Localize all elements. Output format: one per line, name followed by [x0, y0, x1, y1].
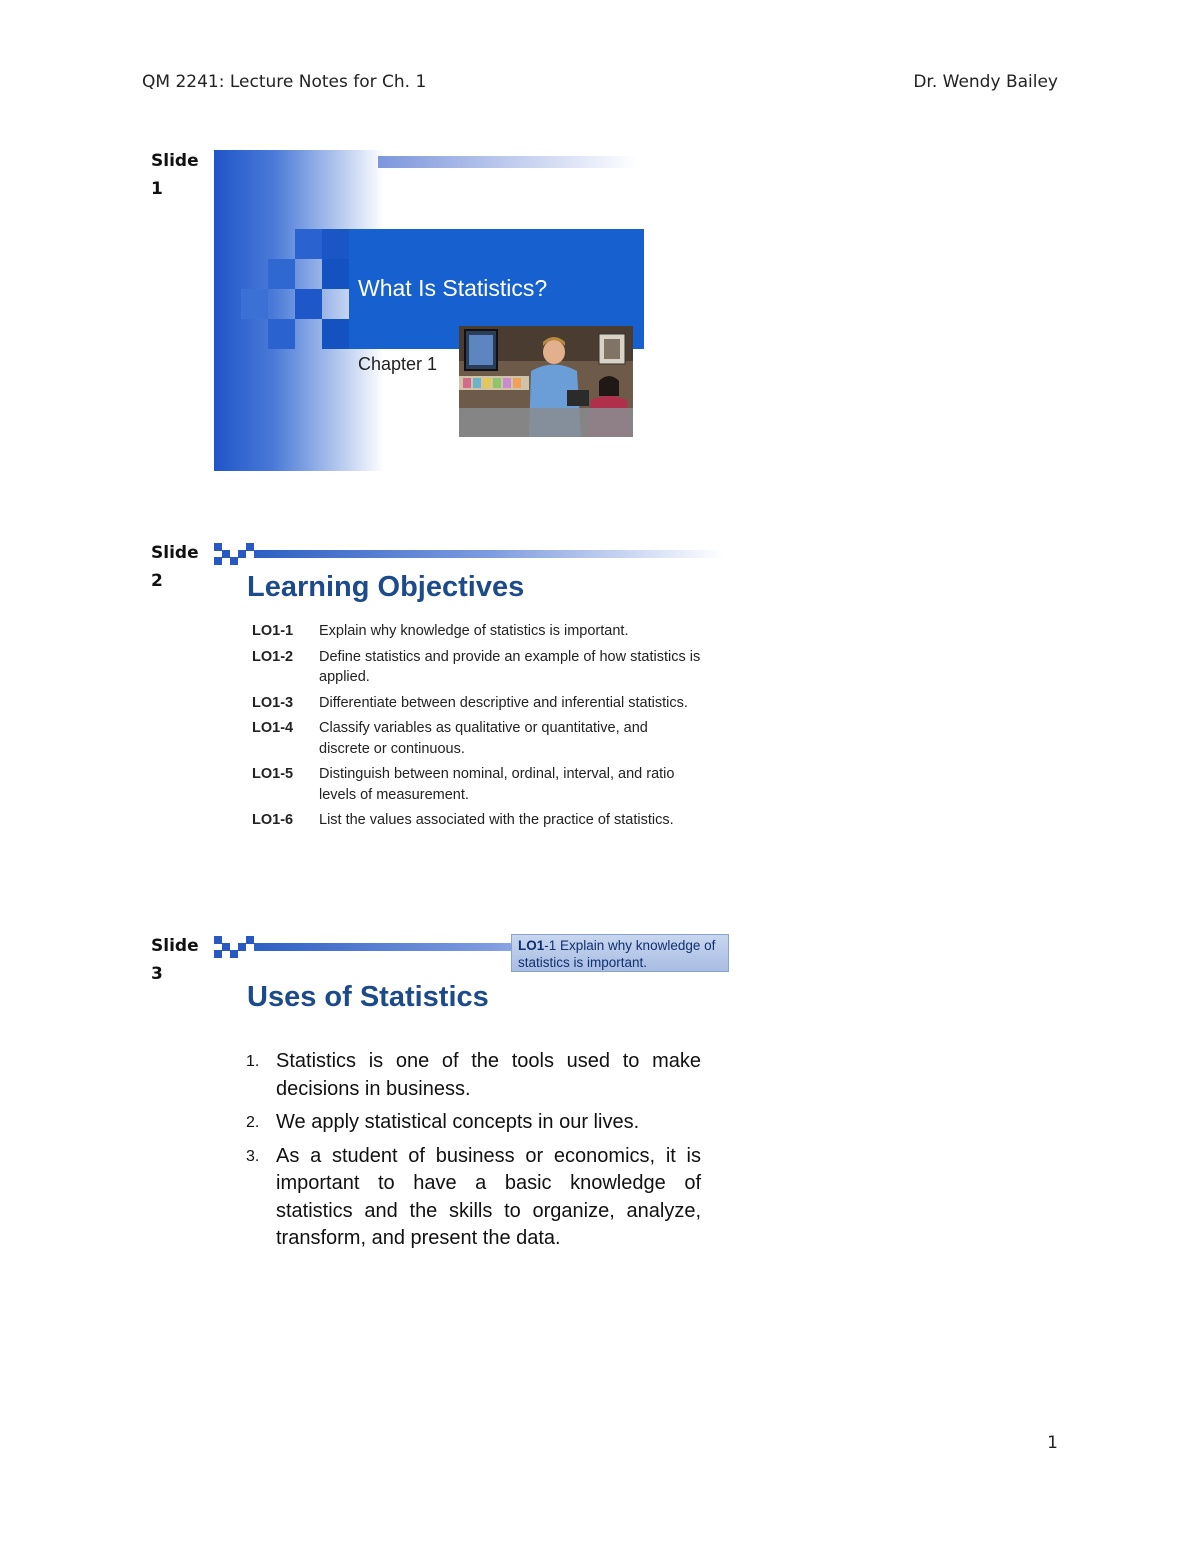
slide-2 — [214, 543, 734, 883]
slide-2-title: Learning Objectives — [247, 571, 525, 603]
decor-square — [322, 259, 349, 289]
learning-objectives-list — [252, 621, 702, 836]
decor-square — [241, 289, 268, 319]
slide-3-label: Slide 3 — [151, 936, 199, 984]
slide-1-top-bar — [378, 156, 638, 168]
list-item — [252, 647, 702, 688]
objective-text: Distinguish between nominal, ordinal, interval, and ratio levels of measurement. — [319, 766, 675, 803]
objective-text: Classify variables as qualitative or quantitative, and discrete or continuous. — [319, 720, 648, 757]
list-item — [252, 764, 702, 805]
course-title: QM 2241: Lecture Notes for Ch. 1 — [142, 72, 427, 92]
objective-code: LO1-1 — [252, 623, 294, 639]
slide-2-label: Slide 2 — [151, 543, 199, 591]
slide-2-header-bar — [214, 543, 724, 565]
objective-text: Explain why knowledge of statistics is important. — [319, 623, 629, 639]
list-item — [246, 1048, 701, 1103]
uses-list — [246, 1048, 701, 1259]
decor-square — [268, 319, 295, 349]
store-photo — [459, 326, 633, 437]
objective-code: LO1-5 — [252, 766, 294, 782]
slide-1-label: Slide 1 — [151, 151, 199, 199]
decor-square — [295, 229, 322, 259]
objective-code: LO1-6 — [252, 812, 294, 828]
item-number: 2. — [246, 1114, 260, 1131]
slide-3-title: Uses of Statistics — [247, 981, 489, 1013]
decor-square — [322, 319, 349, 349]
item-text: Statistics is one of the tools used to make decisions in business. — [276, 1050, 701, 1100]
learning-objective-callout — [511, 934, 729, 972]
list-item — [246, 1143, 701, 1253]
instructor-name: Dr. Wendy Bailey — [913, 72, 1058, 92]
item-text: As a student of business or economics, it is important to have a basic knowledge of statistics and the skills to organize, analyze, transform, and present the data. — [276, 1144, 701, 1249]
callout-text: -1 Explain why knowledge of statistics is important. — [518, 938, 716, 970]
slide-3 — [214, 936, 734, 1266]
list-item — [252, 621, 702, 642]
callout-code: LO1 — [518, 938, 545, 953]
list-item — [252, 810, 702, 831]
decor-square — [295, 289, 322, 319]
slide-1 — [214, 150, 644, 471]
page-number: 1 — [1047, 1433, 1058, 1453]
slide-1-title: What Is Statistics? — [358, 275, 548, 301]
objective-code: LO1-4 — [252, 720, 294, 736]
item-text: We apply statistical concepts in our lives. — [276, 1111, 640, 1133]
slide-1-subtitle: Chapter 1 — [358, 354, 438, 374]
decor-square — [268, 259, 295, 289]
decor-square — [322, 229, 349, 259]
list-item — [252, 718, 702, 759]
objective-code: LO1-2 — [252, 648, 294, 665]
item-number: 1. — [246, 1053, 260, 1070]
objective-text: List the values associated with the practice of statistics. — [319, 812, 674, 828]
item-number: 3. — [246, 1147, 260, 1165]
objective-code: LO1-3 — [252, 694, 294, 711]
list-item — [246, 1109, 701, 1137]
objective-text: Define statistics and provide an example of how statistics is applied. — [319, 648, 701, 685]
list-item — [252, 693, 702, 714]
objective-text: Differentiate between descriptive and inferential statistics. — [319, 694, 688, 711]
store-photo-illustration — [459, 326, 633, 437]
